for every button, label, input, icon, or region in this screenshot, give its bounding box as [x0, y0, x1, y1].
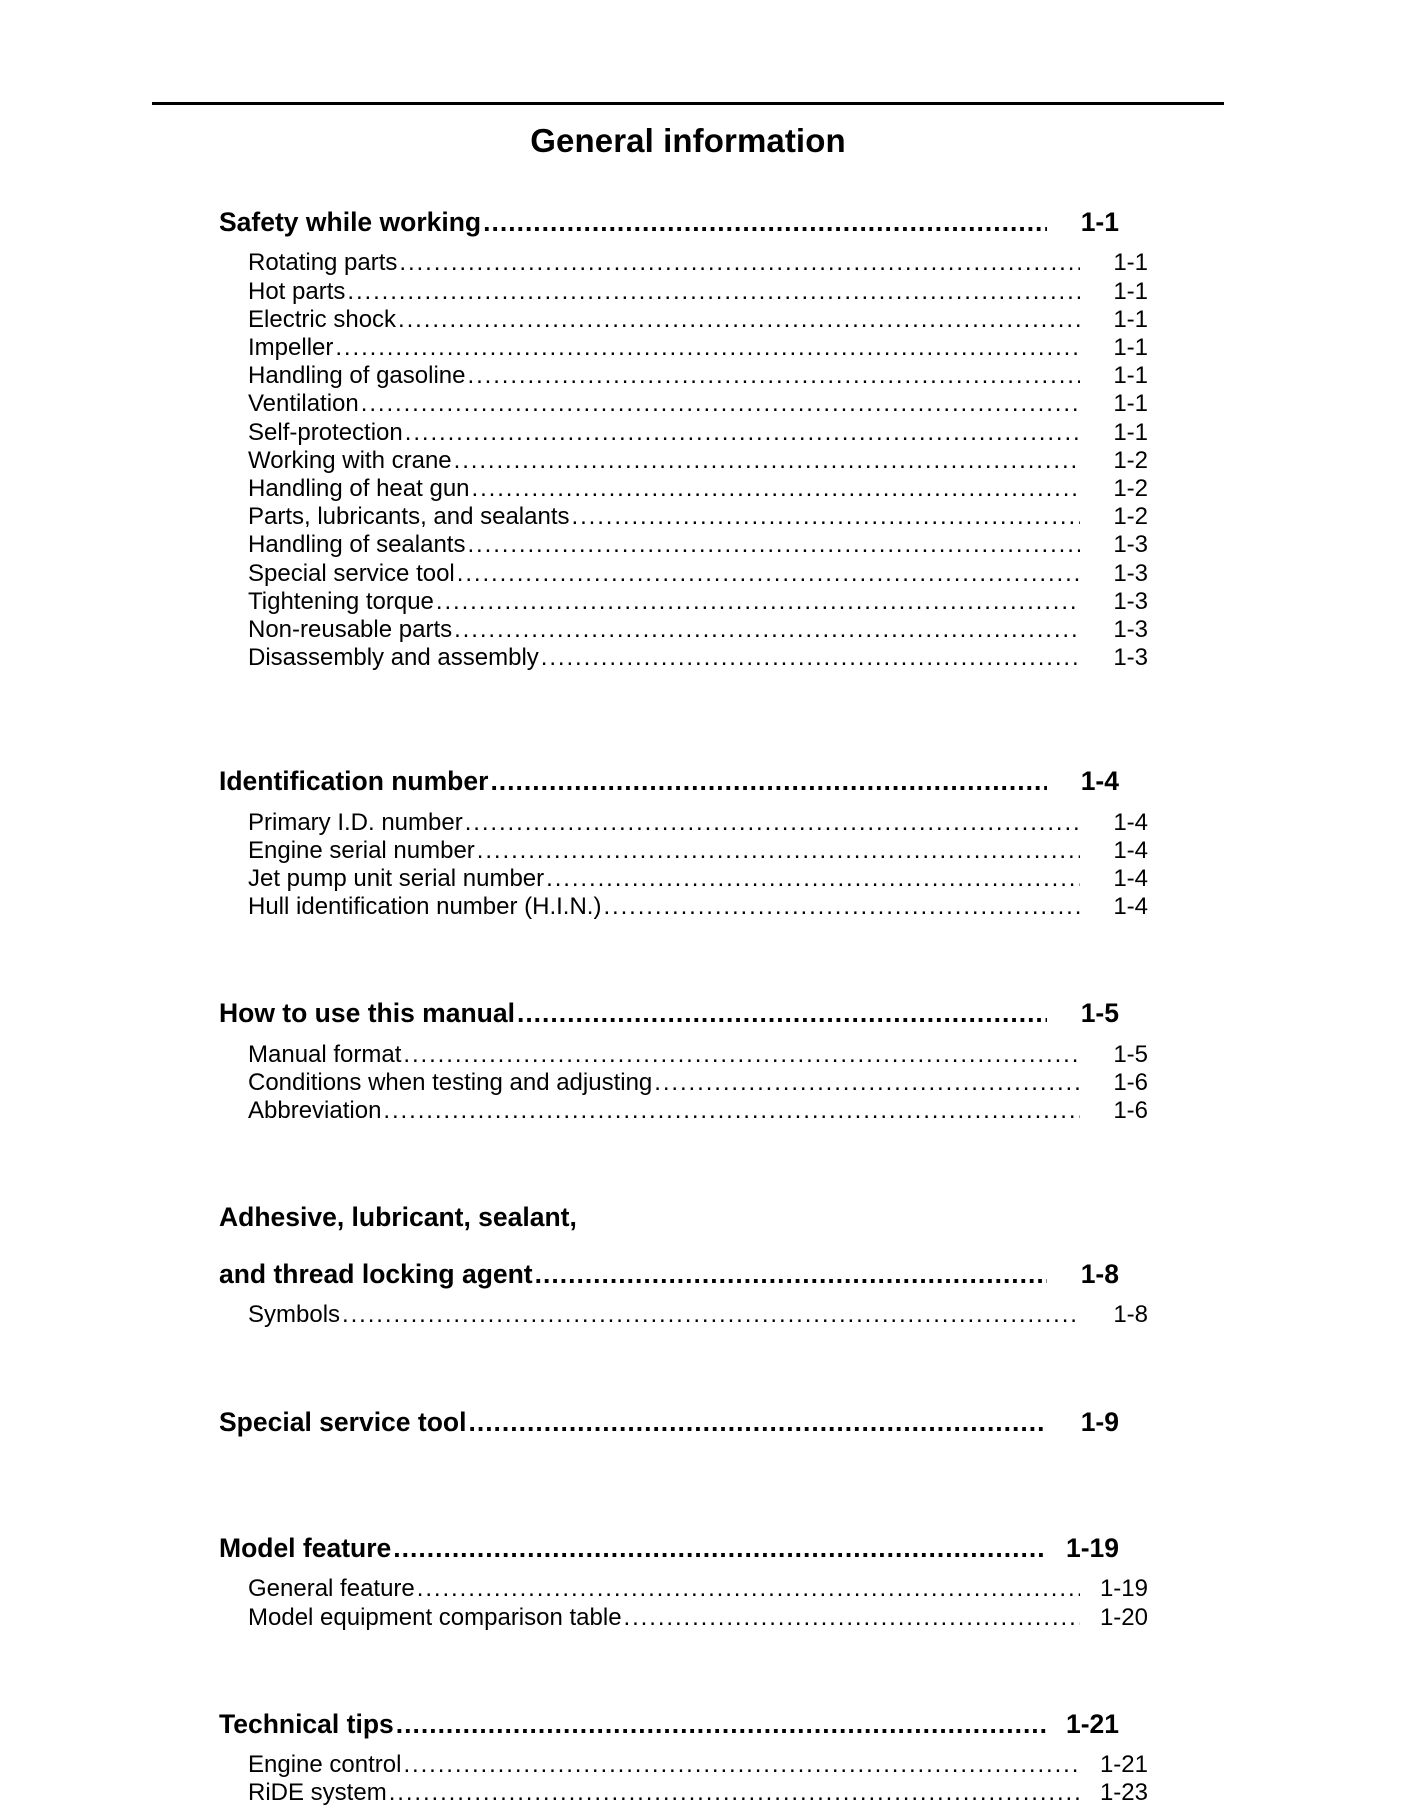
dot-leader: [405, 419, 1080, 447]
dot-leader: [490, 764, 1047, 798]
toc-entry-row[interactable]: [248, 390, 1148, 418]
toc-entry-label: Manual format: [248, 1040, 402, 1068]
toc-heading-row[interactable]: [219, 1405, 1119, 1439]
toc-heading-label: Special service tool: [219, 1406, 467, 1437]
toc-heading-row[interactable]: [219, 1531, 1119, 1565]
toc-entry-page: 1-1: [1113, 390, 1148, 418]
toc-entry-row[interactable]: [248, 1069, 1148, 1097]
toc-entry-label: General feature: [248, 1575, 415, 1603]
toc-heading-label: Technical tips: [219, 1708, 394, 1739]
spacer: [248, 239, 1148, 249]
toc-entry-page: 1-3: [1113, 615, 1148, 643]
spacer: [248, 1031, 1148, 1041]
toc-entry-row[interactable]: [248, 588, 1148, 616]
toc-entry-row[interactable]: [248, 249, 1148, 277]
toc-entry-page: 1-1: [1113, 249, 1148, 277]
toc-entry-page: 1-3: [1113, 559, 1148, 587]
toc-entry-row[interactable]: [248, 306, 1148, 334]
dot-leader: [396, 1707, 1047, 1741]
toc-entry-label: Tightening torque: [248, 587, 434, 615]
table-of-contents: [219, 205, 1148, 1808]
toc-entry-row[interactable]: [248, 531, 1148, 559]
spacer: [248, 921, 1148, 996]
page-title: General information: [530, 122, 846, 159]
dot-leader: [517, 996, 1047, 1030]
toc-entry-row[interactable]: [248, 809, 1148, 837]
dot-leader: [472, 475, 1080, 503]
toc-entry-label: Engine control: [248, 1751, 402, 1779]
dot-leader: [603, 893, 1080, 921]
toc-entry-label: Parts, lubricants, and sealants: [248, 503, 570, 531]
dot-leader: [335, 334, 1080, 362]
toc-entry-page: 1-3: [1113, 587, 1148, 615]
toc-entry-label: Working with crane: [248, 446, 452, 474]
spacer: [248, 1125, 1148, 1200]
dot-leader: [624, 1604, 1080, 1632]
dot-leader: [342, 1301, 1080, 1329]
dot-leader: [467, 531, 1080, 559]
toc-entry-label: Self-protection: [248, 418, 403, 446]
toc-entry-label: Symbols: [248, 1301, 341, 1329]
toc-entry-row[interactable]: [248, 865, 1148, 893]
dot-leader: [436, 588, 1080, 616]
toc-entry-page: 1-3: [1113, 531, 1148, 559]
toc-entry-label: Disassembly and assembly: [248, 644, 539, 672]
header-divider-rule: [152, 102, 1224, 105]
toc-entry-label: Rotating parts: [248, 249, 398, 277]
toc-entry-row[interactable]: [248, 475, 1148, 503]
toc-entry-row[interactable]: [248, 644, 1148, 672]
toc-heading-label: Model feature: [219, 1532, 392, 1563]
dot-leader: [465, 809, 1080, 837]
dot-leader: [454, 616, 1080, 644]
toc-heading-page: 1-8: [1080, 1258, 1119, 1289]
toc-entry-row[interactable]: [248, 503, 1148, 531]
toc-heading-label-line2: and thread locking agent: [219, 1258, 533, 1289]
spacer: [248, 672, 1148, 764]
dot-leader: [399, 249, 1080, 277]
toc-entry-page: 1-4: [1113, 808, 1148, 836]
toc-entry-label: Impeller: [248, 334, 334, 361]
spacer: [248, 1741, 1148, 1751]
toc-entry-page: 1-1: [1113, 362, 1148, 390]
toc-entry-row[interactable]: [248, 837, 1148, 865]
toc-section-how-to-use-this-manual: [219, 996, 1148, 1125]
toc-entry-row[interactable]: [248, 447, 1148, 475]
toc-entry-label: Abbreviation: [248, 1097, 382, 1125]
toc-entry-label: Jet pump unit serial number: [248, 865, 545, 893]
dot-leader: [654, 1069, 1080, 1097]
toc-heading-label: Safety while working: [219, 207, 482, 237]
toc-entry-row[interactable]: [248, 334, 1148, 362]
toc-heading-page: 1-9: [1080, 1406, 1119, 1437]
toc-heading-page: 1-4: [1080, 766, 1119, 797]
toc-entry-page: 1-6: [1113, 1097, 1148, 1125]
toc-heading-label-line1: Adhesive, lubricant, sealant,: [219, 1202, 577, 1233]
dot-leader: [468, 362, 1081, 390]
dot-leader: [361, 390, 1080, 418]
dot-leader: [347, 278, 1080, 306]
toc-heading-row-line2[interactable]: [219, 1257, 1119, 1291]
toc-entry-page: 1-4: [1113, 865, 1148, 893]
dot-leader: [457, 560, 1080, 588]
toc-entry-page: 1-23: [1099, 1779, 1148, 1807]
spacer: [248, 1439, 1148, 1531]
toc-entry-row[interactable]: [248, 1041, 1148, 1069]
toc-entry-label: Engine serial number: [248, 836, 475, 864]
toc-heading-row[interactable]: [219, 996, 1119, 1030]
toc-heading-page: 1-19: [1065, 1532, 1119, 1563]
toc-section-model-feature: [219, 1531, 1148, 1632]
dot-leader: [383, 1097, 1080, 1125]
spacer: [248, 1632, 1148, 1707]
toc-entry-page: 1-21: [1099, 1751, 1148, 1779]
toc-entry-page: 1-8: [1113, 1301, 1148, 1329]
toc-entry-row[interactable]: [248, 362, 1148, 390]
toc-heading-row[interactable]: [219, 205, 1119, 239]
toc-heading-page: 1-21: [1065, 1708, 1119, 1739]
toc-entry-row[interactable]: [248, 1779, 1148, 1807]
toc-heading-label: Identification number: [219, 766, 489, 797]
spacer: [248, 1291, 1148, 1301]
dot-leader: [535, 1257, 1047, 1291]
toc-entry-row[interactable]: [248, 1575, 1148, 1603]
toc-entry-label: Primary I.D. number: [248, 808, 463, 836]
toc-section-adhesive-lubricant-sealant: [219, 1200, 1148, 1329]
dot-leader: [572, 503, 1080, 531]
toc-entry-label: Hull identification number (H.I.N.): [248, 893, 602, 921]
toc-heading-label: How to use this manual: [219, 998, 515, 1029]
toc-entry-page: 1-4: [1113, 893, 1148, 921]
spacer: [248, 1565, 1148, 1575]
dot-leader: [417, 1575, 1080, 1603]
toc-entry-page: 1-1: [1113, 418, 1148, 446]
toc-entry-row[interactable]: [248, 1097, 1148, 1125]
dot-leader: [483, 205, 1047, 239]
toc-heading-page: 1-1: [1080, 207, 1119, 237]
dot-leader: [546, 865, 1080, 893]
toc-entry-page: 1-1: [1113, 305, 1148, 333]
toc-entry-label: Handling of sealants: [248, 531, 466, 559]
dot-leader: [398, 306, 1080, 334]
toc-entry-row[interactable]: [248, 1301, 1148, 1329]
toc-entry-row[interactable]: [248, 1751, 1148, 1779]
toc-entry-page: 1-6: [1113, 1069, 1148, 1097]
spacer: [248, 1330, 1148, 1405]
toc-entry-label: RiDE system: [248, 1779, 387, 1807]
toc-entry-page: 1-3: [1113, 644, 1148, 672]
toc-entry-row[interactable]: [248, 1604, 1148, 1632]
toc-section-identification-number: [219, 764, 1148, 921]
toc-entry-label: Non-reusable parts: [248, 615, 453, 643]
dot-leader: [454, 447, 1080, 475]
toc-entry-label: Ventilation: [248, 390, 359, 418]
toc-entry-row[interactable]: [248, 419, 1148, 447]
toc-entry-page: 1-20: [1099, 1603, 1148, 1631]
toc-entry-row[interactable]: [248, 616, 1148, 644]
spacer: [248, 799, 1148, 809]
toc-entry-label: Electric shock: [248, 305, 397, 333]
toc-entry-page: 1-5: [1113, 1040, 1148, 1068]
toc-entry-row[interactable]: [248, 893, 1148, 921]
toc-heading-row-line1[interactable]: [219, 1200, 1119, 1234]
dot-leader: [541, 644, 1080, 672]
toc-entry-label: Conditions when testing and adjusting: [248, 1069, 653, 1097]
dot-leader: [468, 1405, 1047, 1439]
spacer: [248, 1235, 1148, 1257]
toc-entry-row[interactable]: [248, 278, 1148, 306]
toc-entry-label: Special service tool: [248, 559, 455, 587]
toc-section-safety-while-working: [219, 205, 1148, 672]
toc-entry-label: Handling of gasoline: [248, 362, 466, 390]
toc-entry-page: 1-19: [1099, 1575, 1148, 1603]
toc-heading-page: 1-5: [1080, 998, 1119, 1029]
toc-section-special-service-tool: [219, 1405, 1148, 1439]
toc-entry-label: Hot parts: [248, 277, 346, 305]
toc-entry-label: Model equipment comparison table: [248, 1603, 622, 1631]
dot-leader: [477, 837, 1080, 865]
dot-leader: [389, 1779, 1080, 1807]
toc-entry-label: Handling of heat gun: [248, 474, 470, 502]
toc-heading-row[interactable]: [219, 1707, 1119, 1741]
toc-entry-page: 1-1: [1113, 334, 1148, 361]
dot-leader: [393, 1531, 1047, 1565]
toc-entry-page: 1-2: [1113, 474, 1148, 502]
toc-entry-page: 1-2: [1113, 503, 1148, 531]
toc-entry-page: 1-4: [1113, 836, 1148, 864]
toc-entry-page: 1-1: [1113, 277, 1148, 305]
dot-leader: [403, 1041, 1080, 1069]
toc-heading-row[interactable]: [219, 764, 1119, 798]
toc-entry-row[interactable]: [248, 560, 1148, 588]
toc-section-technical-tips: [219, 1707, 1148, 1808]
dot-leader: [403, 1751, 1080, 1779]
toc-entry-page: 1-2: [1113, 446, 1148, 474]
